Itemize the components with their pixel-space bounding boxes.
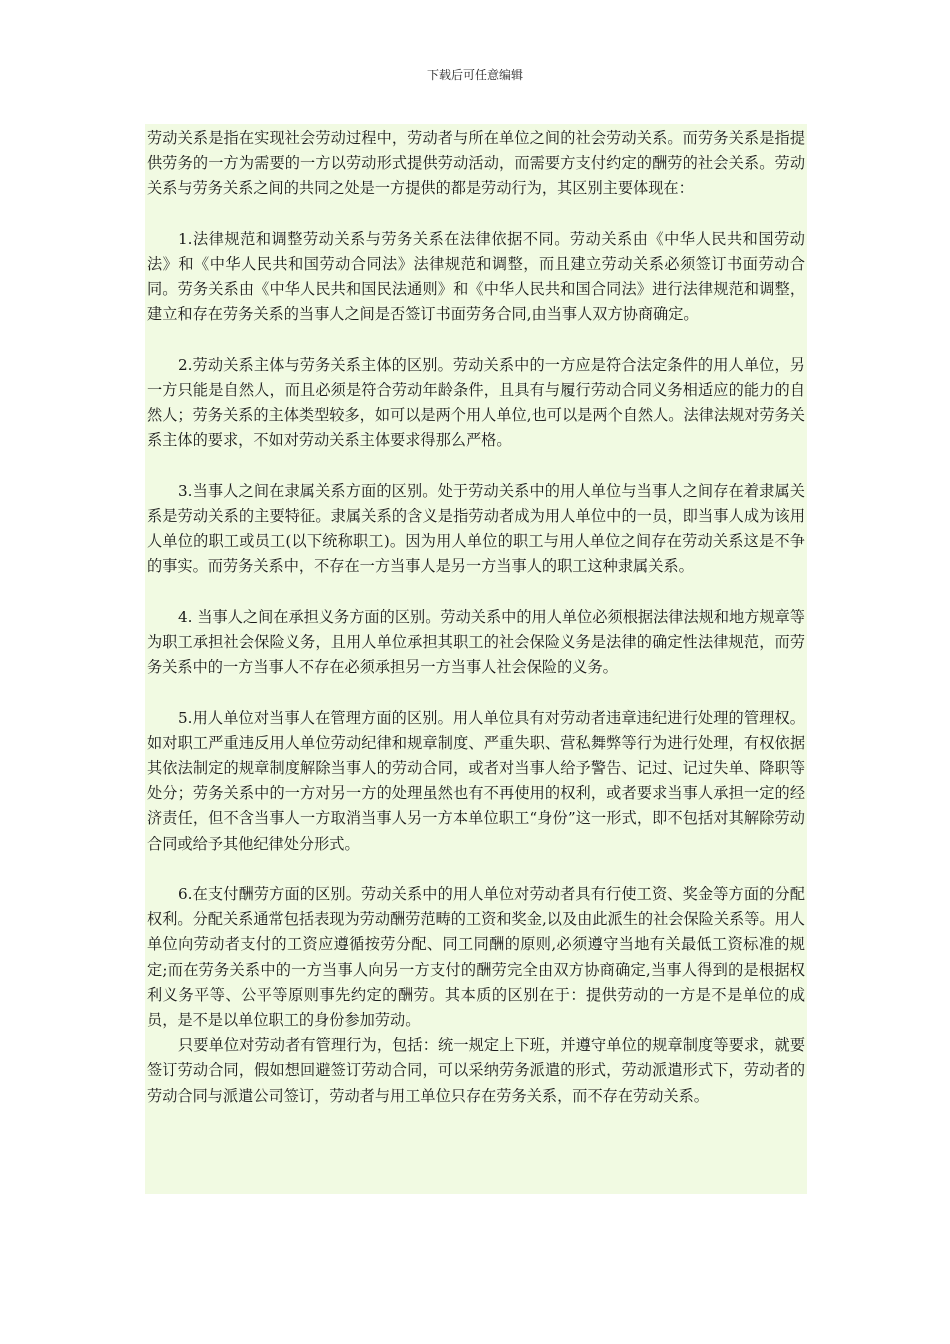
paragraph-4-obligations: 4. 当事人之间在承担义务方面的区别。劳动关系中的用人单位必须根据法律法规和地方规章等为职工承担社会保险义务，且用人单位承担其职工的社会保险义务是法律的确定性法律规范，而劳务关系中的一方当事人不存在必须承担另一方当事人社会保险的义务。 [147,607,805,677]
paragraph-5-management: 5.用人单位对当事人在管理方面的区别。用人单位具有对劳动者违章违纪进行处理的管理权。如对职工严重违反用人单位劳动纪律和规章制度、严重失职、营私舞弊等行为进行处理，有权依据其依法制定的规章制度解除当事人的劳动合同，或者对当事人给予警告、记过、记过失单、降职等处分；劳务关系中的一方对另一方的处理虽然也有不再使用的权利，或者要求当事人承担一定的经济责任，但不含当事人一方取消当事人另一方本单位职工“身份”这一形式，即不包括对其解除劳动合同或给予其他纪律处分形式。 [147,708,805,853]
paragraph-2-subjects: 2.劳动关系主体与劳务关系主体的区别。劳动关系中的一方应是符合法定条件的用人单位，另一方只能是自然人，而且必须是符合劳动年龄条件，且具有与履行劳动合同义务相适应的能力的自然人；劳务关系的主体类型较多，如可以是两个用人单位,也可以是两个自然人。法律法规对劳务关系主体的要求，不如对劳动关系主体要求得那么严格。 [147,355,805,450]
intro-paragraph: 劳动关系是指在实现社会劳动过程中，劳动者与所在单位之间的社会劳动关系。而劳务关系是指提供劳务的一方为需要的一方以劳动形式提供劳动活动，而需要方支付约定的酬劳的社会关系。劳动关系与劳务关系之间的共同之处是一方提供的都是劳动行为，其区别主要体现在： [147,129,805,198]
paragraph-1-legal-basis: 1.法律规范和调整劳动关系与劳务关系在法律依据不同。劳动关系由《中华人民共和国劳动法》和《中华人民共和国劳动合同法》法律规范和调整，而且建立劳动关系必须签订书面劳动合同。劳务关系由《中华人民共和国民法通则》和《中华人民共和国合同法》进行法律规范和调整，建立和存在劳务关系的当事人之间是否签订书面劳务合同,由当事人双方协商确定。 [147,229,805,324]
document-body [145,124,807,1194]
closing-paragraph: 只要单位对劳动者有管理行为，包括：统一规定上下班，并遵守单位的规章制度等要求，就要签订劳动合同，假如想回避签订劳动合同，可以采纳劳务派遣的形式，劳动派遣形式下，劳动者的劳动合同与派遣公司签订，劳动者与用工单位只存在劳务关系，而不存在劳动关系。 [147,1036,805,1105]
paragraph-3-subordination: 3.当事人之间在隶属关系方面的区别。处于劳动关系中的用人单位与当事人之间存在着隶属关系是劳动关系的主要特征。隶属关系的含义是指劳动者成为用人单位中的一员，即当事人成为该用人单位的职工或员工(以下统称职工)。因为用人单位的职工与用人单位之间存在劳动关系这是不争的事实。而劳务关系中，不存在一方当事人是另一方当事人的职工这种隶属关系。 [147,481,805,576]
page-header: 下载后可任意编辑 [426,68,523,82]
paragraph-6-remuneration: 6.在支付酬劳方面的区别。劳动关系中的用人单位对劳动者具有行使工资、奖金等方面的分配权利。分配关系通常包括表现为劳动酬劳范畴的工资和奖金,以及由此派生的社会保险关系等。用人单位向劳动者支付的工资应遵循按劳分配、同工同酬的原则,必须遵守当地有关最低工资标准的规定;而在劳务关系中的一方当事人向另一方支付的酬劳完全由双方协商确定,当事人得到的是根据权利义务平等、公平等原则事先约定的酬劳。其本质的区别在于：提供劳动的一方是不是单位的成员，是不是以单位职工的身份参加劳动。 [147,885,805,1030]
